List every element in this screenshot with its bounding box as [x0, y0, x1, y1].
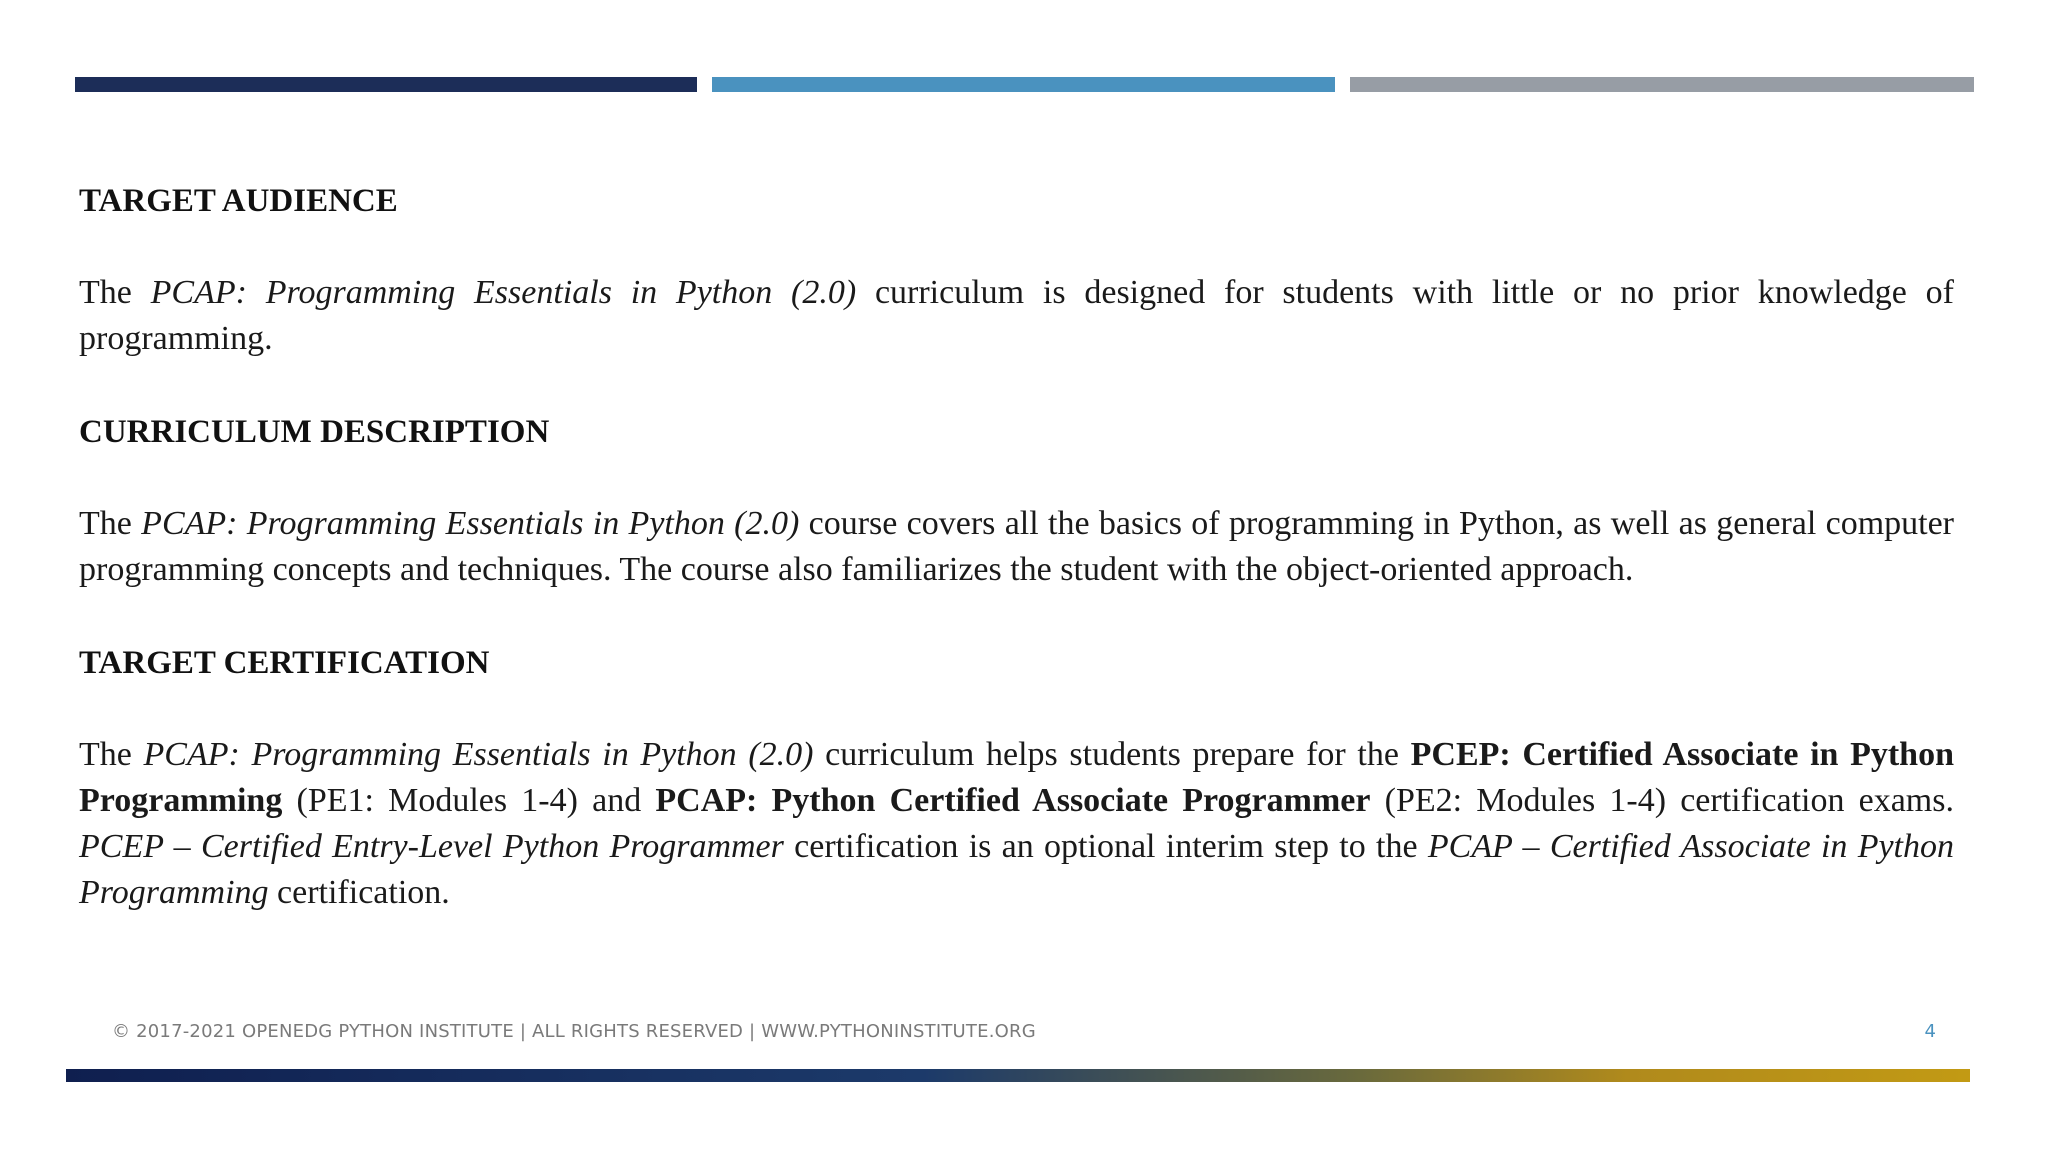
header-bar-navy — [75, 77, 697, 92]
target-certification-text-1: curriculum helps students prepare for the — [813, 736, 1411, 773]
target-audience-paragraph — [79, 270, 1954, 362]
target-audience-heading: TARGET AUDIENCE — [79, 183, 398, 219]
footer-gradient-bar — [66, 1069, 1970, 1082]
pcep-entry-level-name: PCEP – Certified Entry-Level Python Programmer — [79, 828, 784, 865]
curriculum-description-course-name: PCAP: Programming Essentials in Python (2.0) — [141, 505, 800, 542]
target-audience-intro: The — [79, 274, 151, 311]
pcap-certification-name: PCAP: Python Certified Associate Programmer — [655, 782, 1371, 819]
curriculum-description-text: course covers all the basics of programming in Python, as well as general computer programming concepts and techniques. The course also familiarizes the student with the object-oriented approach. — [79, 505, 1955, 588]
target-audience-course-name: PCAP: Programming Essentials in Python (2.0) — [150, 274, 857, 311]
pcep-certification-name: PCEP: Certified Associate in Python Programming — [79, 736, 1955, 819]
target-certification-text-3: (PE2: Modules 1-4) certification exams. — [1370, 782, 1954, 819]
footer-copyright: © 2017-2021 OPENEDG PYTHON INSTITUTE | ALL RIGHTS RESERVED | WWW.PYTHONINSTITUTE.ORG — [112, 1021, 1036, 1042]
pcap-associate-name: PCAP – Certified Associate in Python Programming — [79, 828, 1955, 911]
header-bar-gray — [1350, 77, 1974, 92]
curriculum-description-heading: CURRICULUM DESCRIPTION — [79, 414, 550, 450]
curriculum-description-paragraph — [79, 501, 1954, 593]
target-audience-text: curriculum is designed for students with little or no prior knowledge of programming. — [79, 274, 1955, 357]
target-certification-course-name: PCAP: Programming Essentials in Python (2.0) — [143, 736, 814, 773]
page-number: 4 — [1924, 1021, 1936, 1042]
target-certification-intro: The — [79, 736, 144, 773]
slide-content — [79, 178, 1954, 916]
target-certification-text-2: (PE1: Modules 1-4) and — [282, 782, 656, 819]
header-bar-blue — [712, 77, 1335, 92]
curriculum-description-intro: The — [79, 505, 142, 542]
target-certification-text-4: certification is an optional interim step to the — [783, 828, 1428, 865]
target-certification-paragraph — [79, 732, 1954, 916]
target-certification-text-end: certification. — [268, 874, 450, 911]
target-certification-heading: TARGET CERTIFICATION — [79, 645, 490, 681]
